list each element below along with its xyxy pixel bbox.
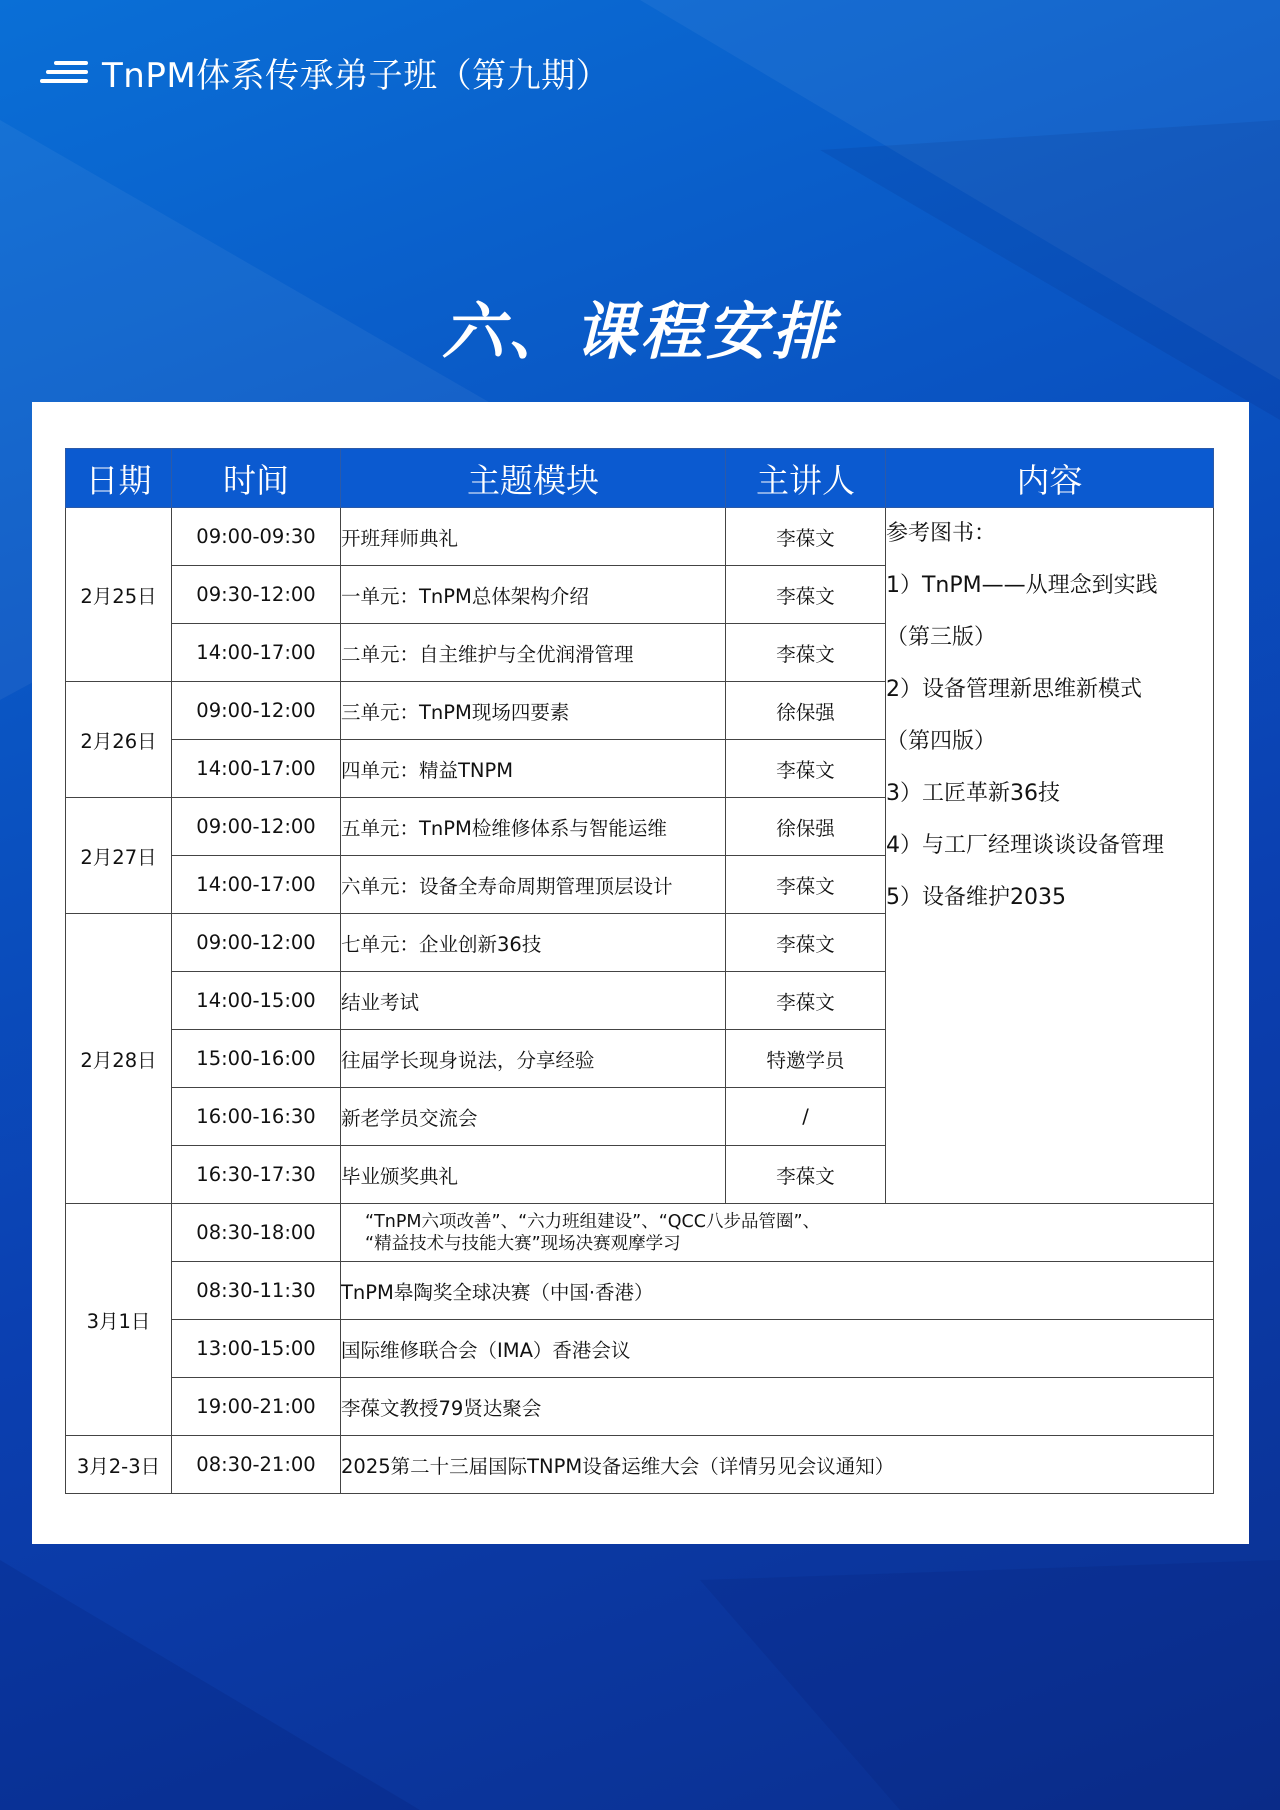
topic-cell: 五单元：TnPM检维修体系与智能运维 xyxy=(341,798,726,856)
topic-cell: 七单元：企业创新36技 xyxy=(341,914,726,972)
date-cell: 2月27日 xyxy=(66,798,172,914)
table-row xyxy=(66,1262,1214,1320)
time-cell: 09:30-12:00 xyxy=(172,566,341,624)
topic-cell: 2025第二十三届国际TNPM设备运维大会（详情另见会议通知） xyxy=(341,1436,1214,1494)
header-lecturer: 主讲人 xyxy=(726,449,886,508)
topic-cell xyxy=(341,1204,1214,1262)
reference-book-line: 5）设备维护2035 xyxy=(886,885,1066,910)
lecturer-cell: 徐保强 xyxy=(726,798,886,856)
lecturer-cell: 李葆文 xyxy=(726,624,886,682)
topic-cell: 国际维修联合会（IMA）香港会议 xyxy=(341,1320,1214,1378)
content-cell xyxy=(886,508,1214,1204)
reference-book-line: 4）与工厂经理谈谈设备管理 xyxy=(886,833,1164,858)
date-cell: 2月25日 xyxy=(66,508,172,682)
time-cell: 16:30-17:30 xyxy=(172,1146,341,1204)
header-content: 内容 xyxy=(886,449,1214,508)
time-cell: 13:00-15:00 xyxy=(172,1320,341,1378)
topic-cell: 二单元：自主维护与全优润滑管理 xyxy=(341,624,726,682)
table-header-row xyxy=(66,449,1214,508)
time-cell: 14:00-17:00 xyxy=(172,856,341,914)
lecturer-cell: 李葆文 xyxy=(726,508,886,566)
reference-book-line: （第四版） xyxy=(886,729,997,754)
reference-book-line: 1）TnPM——从理念到实践 xyxy=(886,573,1158,598)
lecturer-cell: 特邀学员 xyxy=(726,1030,886,1088)
time-cell: 09:00-09:30 xyxy=(172,508,341,566)
topic-cell: 开班拜师典礼 xyxy=(341,508,726,566)
table-row xyxy=(66,508,1214,566)
table-row xyxy=(66,1204,1214,1262)
header-time: 时间 xyxy=(172,449,341,508)
date-cell: 3月2-3日 xyxy=(66,1436,172,1494)
reference-books-title: 参考图书： xyxy=(886,521,997,546)
lecturer-cell: 李葆文 xyxy=(726,566,886,624)
header-title: TnPM体系传承弟子班（第九期） xyxy=(102,55,611,96)
date-cell: 2月28日 xyxy=(66,914,172,1204)
lecturer-cell: / xyxy=(726,1088,886,1146)
topic-cell: 李葆文教授79贤达聚会 xyxy=(341,1378,1214,1436)
topic-cell: 六单元：设备全寿命周期管理顶层设计 xyxy=(341,856,726,914)
logo-lines-icon xyxy=(40,59,88,85)
time-cell: 08:30-18:00 xyxy=(172,1204,341,1262)
topic-cell: 往届学长现身说法，分享经验 xyxy=(341,1030,726,1088)
time-cell: 19:00-21:00 xyxy=(172,1378,341,1436)
lecturer-cell: 李葆文 xyxy=(726,740,886,798)
schedule-card xyxy=(32,402,1249,1544)
reference-book-line: （第三版） xyxy=(886,625,997,650)
topic-cell: 四单元：精益TNPM xyxy=(341,740,726,798)
date-cell: 2月26日 xyxy=(66,682,172,798)
topic-cell: 新老学员交流会 xyxy=(341,1088,726,1146)
topic-cell: TnPM皋陶奖全球决赛（中国·香港） xyxy=(341,1262,1214,1320)
header xyxy=(40,46,610,98)
schedule-table xyxy=(65,448,1214,1494)
time-cell: 09:00-12:00 xyxy=(172,798,341,856)
topic-cell: 结业考试 xyxy=(341,972,726,1030)
topic-cell: 三单元：TnPM现场四要素 xyxy=(341,682,726,740)
topic-line: “TnPM六项改善”、“六力班组建设”、“QCC八步品管圈”、 xyxy=(365,1211,821,1232)
time-cell: 09:00-12:00 xyxy=(172,682,341,740)
lecturer-cell: 李葆文 xyxy=(726,856,886,914)
time-cell: 08:30-21:00 xyxy=(172,1436,341,1494)
reference-book-line: 2）设备管理新思维新模式 xyxy=(886,677,1142,702)
reference-book-line: 3）工匠革新36技 xyxy=(886,781,1060,806)
date-cell: 3月1日 xyxy=(66,1204,172,1436)
header-date: 日期 xyxy=(66,449,172,508)
lecturer-cell: 徐保强 xyxy=(726,682,886,740)
time-cell: 14:00-17:00 xyxy=(172,740,341,798)
time-cell: 09:00-12:00 xyxy=(172,914,341,972)
time-cell: 16:00-16:30 xyxy=(172,1088,341,1146)
lecturer-cell: 李葆文 xyxy=(726,914,886,972)
header-topic: 主题模块 xyxy=(341,449,726,508)
page-title: 六、课程安排 xyxy=(441,295,838,368)
table-row xyxy=(66,1378,1214,1436)
lecturer-cell: 李葆文 xyxy=(726,972,886,1030)
table-row xyxy=(66,1320,1214,1378)
time-cell: 14:00-15:00 xyxy=(172,972,341,1030)
table-row xyxy=(66,1436,1214,1494)
time-cell: 08:30-11:30 xyxy=(172,1262,341,1320)
time-cell: 15:00-16:00 xyxy=(172,1030,341,1088)
topic-cell: 毕业颁奖典礼 xyxy=(341,1146,726,1204)
lecturer-cell: 李葆文 xyxy=(726,1146,886,1204)
topic-cell: 一单元：TnPM总体架构介绍 xyxy=(341,566,726,624)
time-cell: 14:00-17:00 xyxy=(172,624,341,682)
topic-line: “精益技术与技能大赛”现场决赛观摩学习 xyxy=(365,1233,681,1254)
